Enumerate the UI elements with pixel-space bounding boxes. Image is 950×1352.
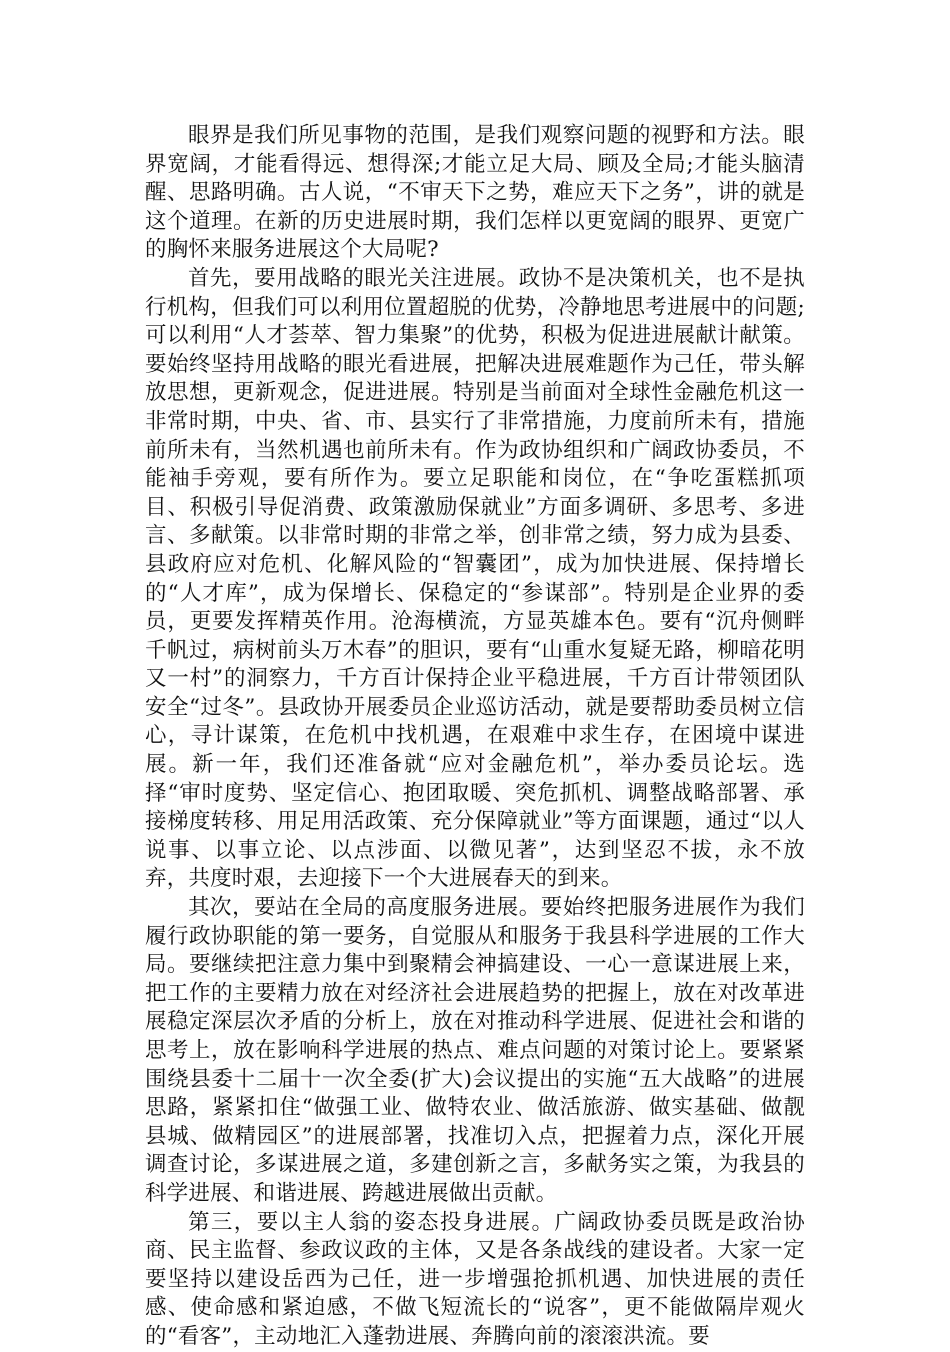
paragraph-second-point: 其次，要站在全局的高度服务进展。要始终把服务进展作为我们履行政协职能的第一要务，自觉服从和服务于我县科学进展的工作大局。要继续把注意力集中到聚精会神搞建设、一心一意谋进展上来，把工作的主要精力放在对经济社会进展趋势的把握上，放在对改革进展稳定深层次矛盾的分析上，放在对推动科学进展、促进社会和谐的思考上，放在影响科学进展的热点、难点问题的对策讨论上。要紧紧围绕县委十二届十一次全委(扩大)会议提出的实施“五大战略”的进展思路，紧紧扣住“做强工业、做特农业、做活旅游、做实基础、做靓县城、做精园区”的进展部署，找准切入点，把握着力点，深化开展调查讨论，多谋进展之道，多建创新之言，多献务实之策，为我县的科学进展、和谐进展、跨越进展做出贡献。 [145,895,805,1206]
document-body [145,122,805,1352]
paragraph-intro: 眼界是我们所见事物的范围，是我们观察问题的视野和方法。眼界宽阔，才能看得远、想得深;才能立足大局、顾及全局;才能头脑清醒、思路明确。古人说，“不审天下之势，难应天下之务”，讲的就是这个道理。在新的历史进展时期，我们怎样以更宽阔的眼界、更宽广的胸怀来服务进展这个大局呢? [145,123,805,263]
paragraph-first-point: 首先，要用战略的眼光关注进展。政协不是决策机关，也不是执行机构，但我们可以利用位置超脱的优势，冷静地思考进展中的问题;可以利用“人才荟萃、智力集聚”的优势，积极为促进进展献计献策。要始终坚持用战略的眼光看进展，把解决进展难题作为己任，带头解放思想，更新观念，促进进展。特别是当前面对全球性金融危机这一非常时期，中央、省、市、县实行了非常措施，力度前所未有，措施前所未有，当然机遇也前所未有。作为政协组织和广阔政协委员，不能袖手旁观，要有所作为。要立足职能和岗位，在“争吃蛋糕抓项目、积极引导促消费、政策激励保就业”方面多调研、多思考、多进言、多献策。以非常时期的非常之举，创非常之绩，努力成为县委、县政府应对危机、化解风险的“智囊团”，成为加快进展、保持增长的“人才库”，成为保增长、保稳定的“参谋部”。特别是企业界的委员，更要发挥精英作用。沧海横流，方显英雄本色。要有“沉舟侧畔千帆过，病树前头万木春”的胆识，要有“山重水复疑无路，柳暗花明又一村”的洞察力，千方百计保持企业平稳进展，千方百计带领团队安全“过冬”。县政协开展委员企业巡访活动，就是要帮助委员树立信心，寻计谋策，在危机中找机遇，在艰难中求生存，在困境中谋进展。新一年，我们还准备就“应对金融危机”，举办委员论坛。选择“审时度势、坚定信心、抱团取暖、突危抓机、调整战略部署、承接梯度转移、用足用活政策、充分保障就业”等方面课题，通过“以人说事、以事立论、以点涉面、以微见著”，达到坚忍不拔，永不放弃，共度时艰，去迎接下一个大进展春天的到来。 [145,265,805,892]
paragraph-third-point: 第三，要以主人翁的姿态投身进展。广阔政协委员既是政治协商、民主监督、参政议政的主体，又是各条战线的建设者。大家一定要坚持以建设岳西为己任，进一步增强抢抓机遇、加快进展的责任感、使命感和紧迫感，不做飞短流长的“说客”，更不能做隔岸观火的“看客”，主动地汇入蓬勃进展、奔腾向前的滚滚洪流。要 [145,1209,805,1349]
